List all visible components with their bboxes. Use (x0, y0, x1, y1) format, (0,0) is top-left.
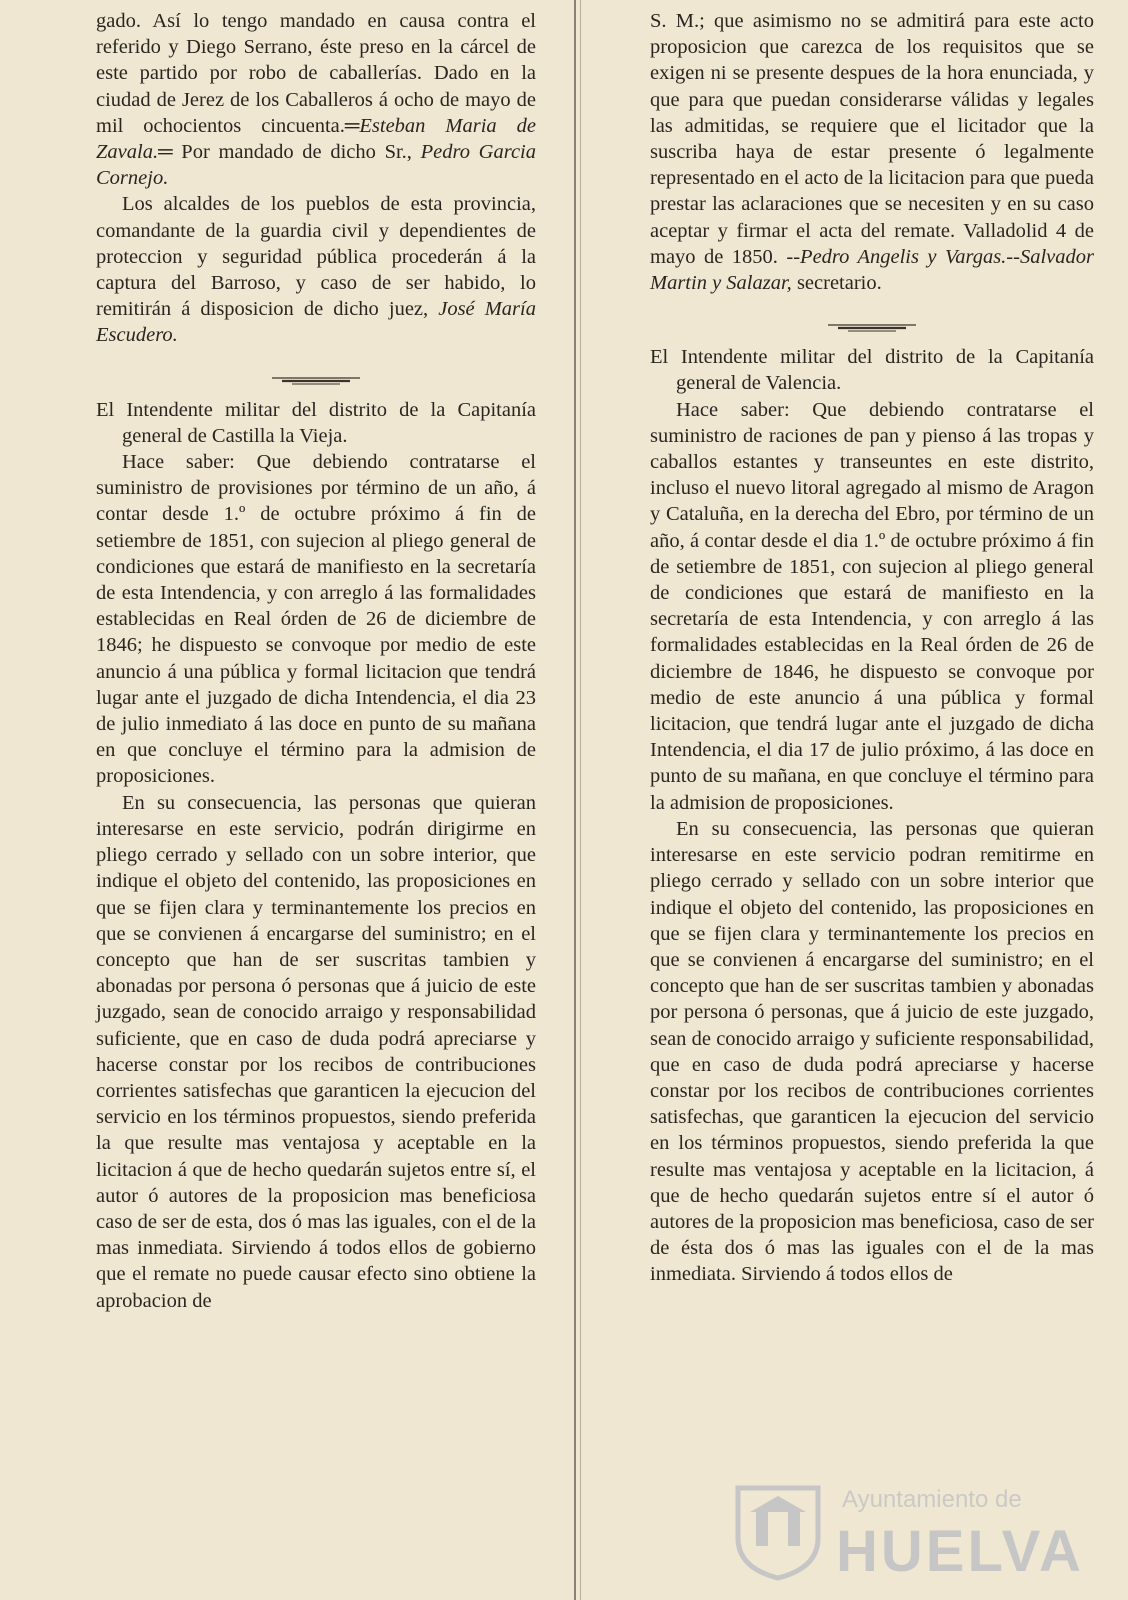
signature-zavala: Esteban Maria de Zavala. (96, 114, 536, 164)
notice-jerez-paragraph: gado. Así lo tengo mandado en causa contra el referido y Diego Serrano, éste preso en la cárcel de este partido por robo de caballerías. Dado en la ciudad de Jerez de los Caballeros á ocho de mayo de mil ochocientos cincuenta.═Esteban Maria de Zavala.═ Por mandado de dicho Sr., Pedro Garcia Cornejo. (96, 10, 536, 190)
heading-castilla: El Intendente militar del distrito de la Capitanía general de Castilla la Vieja. (96, 398, 536, 447)
section-divider-left (96, 367, 536, 381)
capture-order-text: Los alcaldes de los pueblos de esta provincia, comandante de la guardia civil y dependientes de proteccion y seguridad pública procederán á la captura del Barroso, y caso de ser habido, lo remitirán á disposicion de dicho juez, (96, 193, 536, 321)
archive-watermark (726, 1478, 1106, 1588)
signature-role: secretario. (796, 272, 882, 295)
heading-valencia: El Intendente militar del distrito de la Capitanía general de Valencia. (650, 346, 1094, 395)
valencia-announcement-paragraph: Hace saber: Que debiendo contratarse el suministro de raciones de pan y pienso á las tropas y caballos estantes y transeuntes en este distrito, incluso el nuevo litoral agregado al mismo de Aragon y Cataluña, en la derecha del Ebro, por término de un año, á contar desde el dia 1.º de octubre próximo á fin de setiembre de 1851, con sujecion al pliego general de condiciones que estará de manifiesto en la secretaría de esta Intendencia, y con arreglo á las formalidades establecidas en la Real órden de 26 de diciembre de 1846, he dispuesto se convoque por medio de este anuncio á una pública y formal licitacion, que tendrá lugar ante el juzgado de dicha Intendencia, el dia 17 de julio próximo, á las doce en punto de su mañana, en que concluye el término para la admision de proposiciones. (650, 398, 1094, 814)
divider-ornament-icon (826, 321, 918, 333)
signature-angelis-martin: --Pedro Angelis y Vargas.--Salvador Martin y Salazar, (650, 245, 1094, 295)
watermark-line1: Ayuntamiento de (842, 1486, 1022, 1513)
capture-order-paragraph (96, 191, 536, 348)
castilla-consequence-paragraph: En su consecuencia, las personas que quieran interesarse en este servicio, podrán dirigirme en pliego cerrado y sellado con un sobre interior, que indique el objeto del contenido, las proposiciones en que se fijen clara y terminantemente los precios en que se convienen á encargarse del suministro; en el concepto que han de ser suscritas tambien y abonadas por persona ó personas que á juicio de este juzgado, sean de conocido arraigo y responsabilidad suficiente, que en caso de duda podrá apreciarse y hacerse constar por los recibos de contribuciones corrientes satisfechas que garanticen la ejecucion del servicio en los términos propuestos, siendo preferida la que resulte mas ventajosa y aceptable en la licitacion á que de hecho quedarán sujetos entre sí, el autor ó autores de la proposicion mas beneficiosa caso de ser de esta, dos ó mas las iguales, con el de la mas inmediata. Sirviendo á todos ellos de gobierno que el remate no puede causar efecto sino obtiene la aprobacion de (96, 791, 536, 1312)
column-gutter-rule-secondary (580, 0, 581, 1600)
signature-garcia-cornejo: Pedro Garcia Cornejo. (96, 141, 536, 190)
section-divider-right (650, 314, 1094, 328)
castilla-conclusion-paragraph (650, 8, 1094, 296)
city-shield-icon (730, 1482, 826, 1582)
column-gutter-rule (574, 0, 576, 1600)
castilla-conclusion-text: S. M.; que asimismo no se admitirá para este acto proposicion que carezca de los requisitos que se exigen ni se presente despues de la hora enunciada, y que para que puedan considerarse válidas y legales las admitidas, se requiere que el licitador que la suscriba haya de estar presente ó legalmente representado en el acto de la licitacion para que pueda prestar las aclaraciones que se necesiten y en su caso aceptar y firmar el acta del remate. Valladolid 4 de mayo de 1850. (650, 10, 1094, 268)
signature-escudero: José María Escudero. (96, 298, 536, 347)
valencia-consequence-paragraph: En su consecuencia, las personas que quieran interesarse en este servicio podran remitirme en pliego cerrado y sellado con un sobre interior que indique el objeto del contenido, las proposiciones en que se fijen clara y terminantemente los precios en que se convienen á encargarse del suministro; en el concepto que han de ser suscritas tambien y abonadas por persona ó personas, que á juicio de este juzgado, sean de conocido arraigo y suficiente responsabilidad, que en caso de duda podrá apreciarse y hacerse constar por los recibos de contribuciones corrientes satisfechas, que garanticen la ejecucion del servicio en los términos propuestos, siendo preferida la que resulte mas ventajosa y aceptable en la licitacion, á que de hecho quedarán sujetos entre sí el autor ó autores de la proposicion mas beneficiosa, caso de ser de ésta dos ó mas las iguales con el de la mas inmediata. Sirviendo á todos ellos de (650, 817, 1094, 1286)
left-column (96, 8, 536, 1314)
castilla-announcement-paragraph: Hace saber: Que debiendo contratarse el suministro de provisiones por término de un año, á contar desde 1.º de octubre próximo á fin de setiembre de 1851, con sujecion al pliego general de condiciones que estará de manifiesto en la secretaría de esta Intendencia, y con arreglo á las formalidades establecidas en Real órden de 26 de diciembre de 1846; he dispuesto se convoque por medio de este anuncio á una pública y formal licitacion que tendrá lugar ante el juzgado de dicha Intendencia, el dia 23 de julio inmediato á las doce en punto de su mañana en que concluye el término para la admision de proposiciones. (96, 451, 536, 788)
notice-jerez-text: gado. Así lo tengo mandado en causa contra el referido y Diego Serrano, éste preso en la cárcel de este partido por robo de caballerías. Dado en la ciudad de Jerez de los Caballeros á ocho de mayo de mil ochocientos cincuenta. (96, 10, 536, 137)
watermark-line2: HUELVA (836, 1519, 1084, 1584)
divider-ornament-icon (270, 374, 362, 386)
right-column (650, 8, 1094, 1288)
by-order-text: Por mandado de dicho Sr., (181, 141, 412, 164)
